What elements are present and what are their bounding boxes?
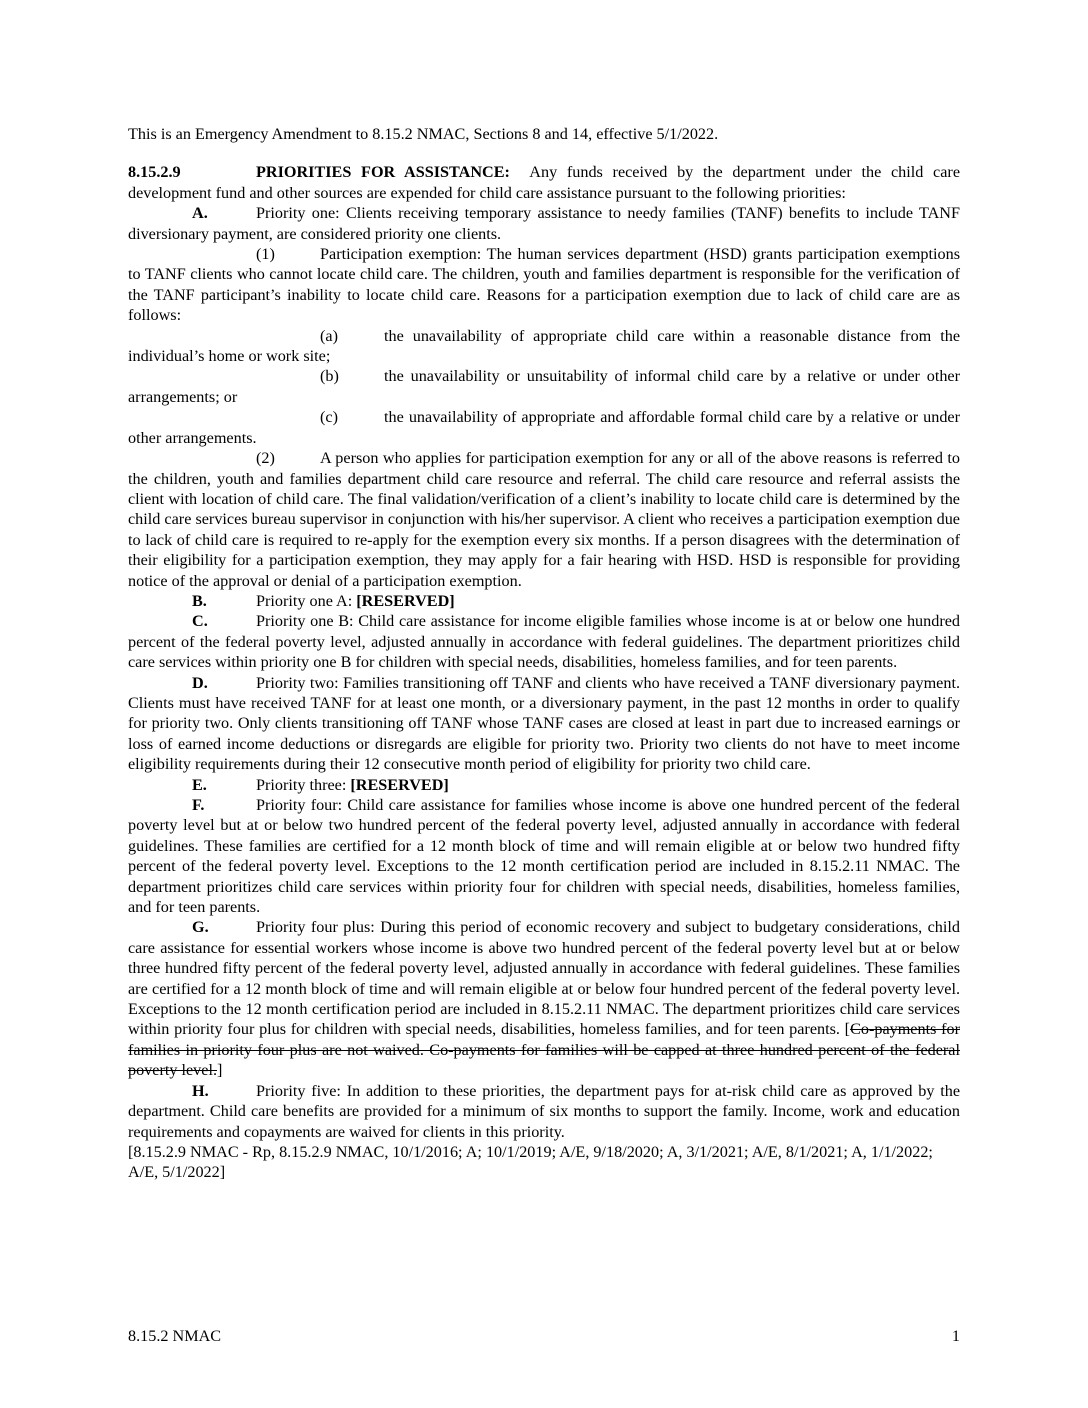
subsection-g-struck-text: Co-payments for families in priority four plus are not waived. Co-payments for families will be capped at three hundred percent of the federal poverty level. bbox=[128, 1020, 960, 1080]
subsection-g-open-bracket: [ bbox=[844, 1020, 851, 1039]
item-a-1-a bbox=[128, 326, 960, 367]
subsection-g-close-bracket: ] bbox=[217, 1061, 223, 1080]
subsection-h bbox=[128, 1081, 960, 1142]
subsection-g-marker: G. bbox=[192, 918, 209, 937]
item-a-1-c bbox=[128, 407, 960, 448]
section-title: PRIORITIES FOR ASSISTANCE: bbox=[256, 163, 510, 182]
subsection-a bbox=[128, 203, 960, 244]
section-paragraph bbox=[128, 162, 960, 203]
subsection-e bbox=[128, 775, 960, 795]
subsection-b bbox=[128, 591, 960, 611]
subsection-h-marker: H. bbox=[192, 1081, 209, 1100]
item-a-1-b-marker: (b) bbox=[320, 367, 339, 386]
document-page bbox=[128, 124, 960, 1183]
paragraph-a-1 bbox=[128, 244, 960, 326]
subsection-b-reserved: [RESERVED] bbox=[356, 591, 455, 610]
footer-rule-citation: 8.15.2 NMAC bbox=[128, 1327, 222, 1345]
subsection-c bbox=[128, 611, 960, 672]
paragraph-a-2-text: A person who applies for participation exemption for any or all of the above reasons is referred to the children, youth and families department child care resource and referral. The child care resource and referral assists the client with location of child care. The final validation/verification of a client’s inability to locate child care is determined by the child care services bureau supervisor in conjunction with his/her supervisor. A client who receives a participation exemption due to lack of child care is required to re-apply for the exemption every six months. If a person disagrees with the determination of their eligibility for a participation exemption, they may apply for a fair hearing with HSD. HSD is responsible for providing notice of the approval or denial of a participation exemption. bbox=[128, 449, 960, 590]
subsection-g bbox=[128, 917, 960, 1080]
section-intro-text bbox=[510, 163, 529, 181]
page-number: 1 bbox=[951, 1327, 960, 1345]
section-number: 8.15.2.9 bbox=[128, 163, 181, 182]
paragraph-a-1-marker: (1) bbox=[256, 245, 275, 264]
paragraph-a-2 bbox=[128, 448, 960, 591]
item-a-1-a-marker: (a) bbox=[320, 326, 338, 345]
paragraph-a-1-text: Participation exemption: The human services department (HSD) grants participation exemptions to TANF clients who cannot locate child care. The children, youth and families department is responsible for the verification of the TANF participant’s inability to locate child care. Reasons for a participation exemption due to lack of child care are as follows: bbox=[128, 245, 960, 325]
item-a-1-b-text: the unavailability or unsuitability of informal child care by a relative or under other arrangements; or bbox=[128, 367, 960, 406]
item-a-1-b bbox=[128, 366, 960, 407]
subsection-g-text: Priority four plus: During this period of economic recovery and subject to budgetary considerations, child care assistance for essential workers whose income is above two hundred percent of the federal poverty level but at or below three hundred fifty percent of the federal poverty level, adjusted annually in accordance with federal guidelines. These families are certified for a 12 month block of time and will remain eligible at or below four hundred percent of the federal poverty level. Exceptions to the 12 month certification period are included in 8.15.2.11 NMAC. The department prioritizes child care services within priority four plus for children with special needs, disabilities, homeless families, and for teen parents. bbox=[128, 918, 960, 1039]
section-text: Any funds received by the department under the child care development fund and other sources are expended for child care assistance pursuant to the following priorities: bbox=[128, 163, 960, 202]
item-a-1-a-text: the unavailability of appropriate child care within a reasonable distance from the individual’s home or work site; bbox=[128, 326, 960, 366]
subsection-d bbox=[128, 673, 960, 775]
subsection-e-reserved: [RESERVED] bbox=[350, 775, 449, 794]
paragraph-a-2-marker: (2) bbox=[256, 449, 275, 468]
subsection-c-marker: C. bbox=[192, 612, 208, 631]
subsection-e-text: Priority three: bbox=[256, 775, 351, 794]
amendment-notice: This is an Emergency Amendment to 8.15.2 NMAC, Sections 8 and 14, effective 5/1/2022. bbox=[128, 125, 719, 143]
history-note: [8.15.2.9 NMAC - Rp, 8.15.2.9 NMAC, 10/1/2016; A; 10/1/2019; A/E, 9/18/2020; A, 3/1/2021; A/E, 8/1/2021; A, 1/1/2022; A/E, 5/1/2022] bbox=[128, 1142, 933, 1182]
subsection-d-marker: D. bbox=[192, 673, 208, 692]
subsection-b-marker: B. bbox=[192, 591, 207, 610]
subsection-h-text: Priority five: In addition to these priorities, the department pays for at-risk child care as approved by the department. Child care benefits are provided for a minimum of six months to support the family. Income, work and education requirements and copayments are waived for clients in this priority. bbox=[128, 1081, 960, 1141]
subsection-d-text: Priority two: Families transitioning off TANF and clients who have received a TANF diversionary payment. Clients must have received TANF for at least one month, or a diversionary payment, in the past 12 months in order to qualify for priority two. Only clients transitioning off TANF whose TANF cases are closed at least in part due to increased earnings or loss of earned income deductions or disregards are eligible for priority two. Priority two clients do not have to meet income eligibility requirements during their 12 consecutive month period of eligibility for priority two child care. bbox=[128, 673, 960, 774]
subsection-a-text: Priority one: Clients receiving temporary assistance to needy families (TANF) benefits to include TANF diversionary payment, are considered priority one clients. bbox=[128, 204, 960, 243]
item-a-1-c-text: the unavailability of appropriate and affordable formal child care by a relative or under other arrangements. bbox=[128, 408, 960, 447]
subsection-b-text: Priority one A: bbox=[256, 591, 357, 610]
subsection-f-marker: F. bbox=[192, 796, 205, 814]
subsection-f-text: Priority four: Child care assistance for families whose income is above one hundred percent of the federal poverty level but at or below two hundred percent of the federal poverty level, adjusted annually in accordance with federal guidelines. These families are certified for a 12 month block of time and will remain eligible at or below two hundred fifty percent of the federal poverty level. Exceptions to the 12 month certification period are included in 8.15.2.11 NMAC. The department prioritizes child care services within priority four for children with special needs, disabilities, homeless families, and for teen parents. bbox=[128, 796, 960, 917]
subsection-e-marker: E. bbox=[192, 775, 207, 794]
subsection-f bbox=[128, 795, 960, 917]
item-a-1-c-marker: (c) bbox=[320, 408, 338, 427]
subsection-a-marker: A. bbox=[192, 204, 208, 223]
subsection-c-text: Priority one B: Child care assistance for income eligible families whose income is at or below one hundred percent of the federal poverty level, adjusted annually in accordance with federal guidelines. The department prioritizes child care services within priority one B for children with special needs, disabilities, homeless families, and for teen parents. bbox=[128, 612, 960, 672]
